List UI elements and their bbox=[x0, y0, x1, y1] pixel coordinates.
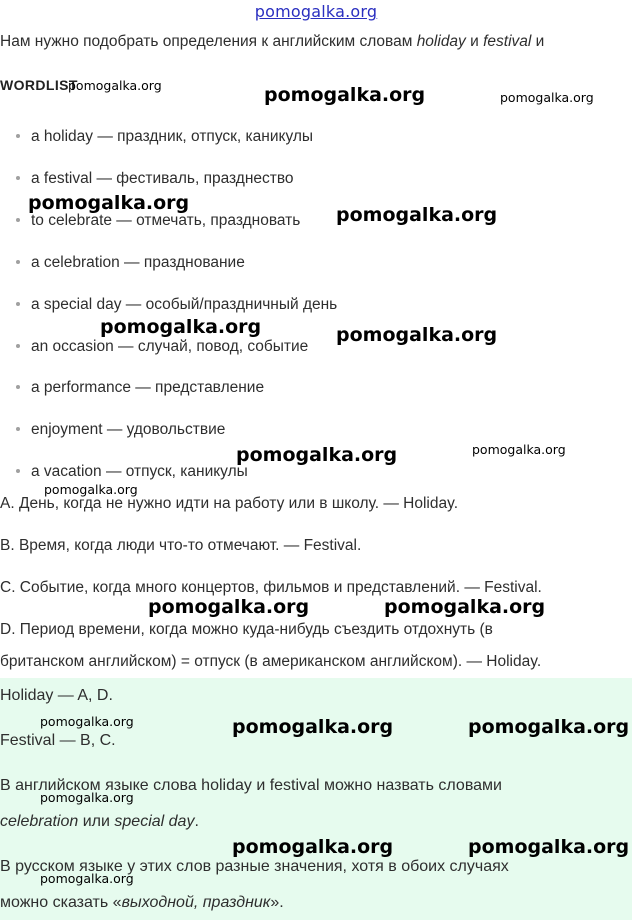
bullet-icon bbox=[16, 427, 20, 431]
list-item: to celebrate — отмечать, праздновать bbox=[16, 211, 300, 231]
site-header-link[interactable]: pomogalka.org bbox=[254, 2, 378, 21]
bullet-icon bbox=[16, 344, 20, 348]
list-item: enjoyment — удовольствие bbox=[16, 420, 225, 440]
answer-b: B. Время, когда люди что-то отмечают. — Festival. bbox=[0, 537, 362, 554]
intro-suffix: и bbox=[531, 33, 545, 50]
watermark: pomogalka.org bbox=[40, 790, 134, 805]
summary-para1-line1: В английском языке слова holiday и festival можно назвать словами bbox=[0, 777, 502, 794]
intro-text bbox=[0, 32, 632, 52]
intro-prefix: Нам нужно подобрать определения к английским словам bbox=[0, 33, 417, 50]
summary-festival: Festival — B, C. bbox=[0, 732, 116, 749]
answer-a: A. День, когда не нужно идти на работу или в школу. — Holiday. bbox=[0, 495, 459, 512]
watermark: pomogalka.org bbox=[232, 836, 394, 858]
summary-panel bbox=[0, 678, 632, 920]
list-item: a performance — представление bbox=[16, 378, 264, 398]
watermark: pomogalka.org bbox=[468, 716, 630, 738]
wordlist-title: WORDLIST bbox=[0, 77, 78, 93]
answer-d-line1: D. Период времени, когда можно куда-нибудь съездить отдохнуть (в bbox=[0, 621, 493, 638]
watermark: pomogalka.org bbox=[100, 316, 262, 338]
intro-cut-line bbox=[0, 60, 632, 74]
answer-d-line2: британском английском) = отпуск (в американском английском). — Holiday. bbox=[0, 653, 542, 670]
bullet-icon bbox=[16, 385, 20, 389]
list-item: a special day — особый/праздничный день bbox=[16, 295, 337, 315]
watermark: pomogalka.org bbox=[500, 90, 594, 105]
watermark: pomogalka.org bbox=[384, 596, 546, 618]
watermark: pomogalka.org bbox=[40, 871, 134, 886]
bullet-icon bbox=[16, 176, 20, 180]
summary-holiday: Holiday — A, D. bbox=[0, 687, 113, 704]
watermark: pomogalka.org bbox=[472, 442, 566, 457]
watermark: pomogalka.org bbox=[148, 596, 310, 618]
list-item: a vacation — отпуск, каникулы bbox=[16, 462, 248, 482]
bullet-icon bbox=[16, 469, 20, 473]
list-item: an occasion — случай, повод, событие bbox=[16, 337, 308, 357]
intro-word-festival: festival bbox=[483, 33, 532, 50]
summary-para1-line2: celebration или special day. bbox=[0, 813, 199, 830]
watermark: pomogalka.org bbox=[28, 192, 190, 214]
bullet-icon bbox=[16, 134, 20, 138]
watermark: pomogalka.org bbox=[44, 482, 138, 497]
bullet-icon bbox=[16, 260, 20, 264]
watermark: pomogalka.org bbox=[232, 716, 394, 738]
answer-c: C. Событие, когда много концертов, фильмов и представлений. — Festival. bbox=[0, 579, 542, 596]
watermark: pomogalka.org bbox=[336, 324, 498, 346]
list-item: a celebration — празднование bbox=[16, 253, 245, 273]
bullet-icon bbox=[16, 302, 20, 306]
watermark: pomogalka.org bbox=[264, 84, 426, 106]
summary-para2-line1: В русском языке у этих слов разные значения, хотя в обоих случаях bbox=[0, 858, 509, 875]
list-item: a festival — фестиваль, празднество bbox=[16, 169, 294, 189]
watermark: pomogalka.org bbox=[68, 78, 162, 93]
intro-word-holiday: holiday bbox=[416, 33, 466, 50]
watermark: pomogalka.org bbox=[40, 714, 134, 729]
watermark: pomogalka.org bbox=[468, 836, 630, 858]
bullet-icon bbox=[16, 218, 20, 222]
intro-mid: и bbox=[465, 33, 484, 50]
watermark: pomogalka.org bbox=[336, 204, 498, 226]
list-item: a holiday — праздник, отпуск, каникулы bbox=[16, 127, 313, 147]
watermark: pomogalka.org bbox=[236, 444, 398, 466]
summary-para2-line2: можно сказать «выходной, праздник». bbox=[0, 894, 284, 911]
